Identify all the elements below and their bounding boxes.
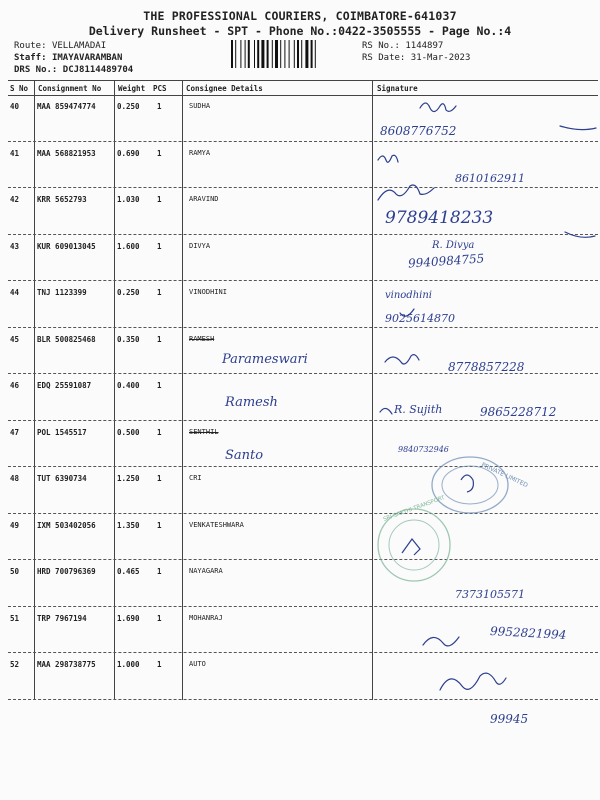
barcode-bar bbox=[240, 40, 241, 68]
row-weight: 1.690 bbox=[117, 613, 140, 623]
row-consignee: AUTO bbox=[189, 660, 206, 668]
row-sno: 48 bbox=[10, 474, 20, 483]
barcode-bar bbox=[301, 40, 302, 68]
row-divider bbox=[8, 280, 598, 281]
barcode-bar bbox=[248, 40, 250, 68]
row-consignee: MOHANRAJ bbox=[189, 613, 223, 622]
table-top-rule bbox=[8, 80, 598, 81]
row-pcs: 1 bbox=[157, 520, 162, 530]
route-value: VELLAMADAI bbox=[51, 41, 107, 51]
rs-no-label: RS No.: bbox=[362, 41, 400, 51]
row-consignee: SUDHA bbox=[189, 102, 211, 110]
row-sno: 47 bbox=[10, 427, 20, 437]
handwritten-phone-row-41: 8610162911 bbox=[455, 172, 525, 185]
row-divider bbox=[8, 606, 598, 607]
row-consignment-no: MAA 568821953 bbox=[37, 148, 96, 158]
row-sno: 49 bbox=[10, 520, 20, 530]
col-head-consignee: Consignee Details bbox=[186, 84, 263, 93]
row-divider bbox=[8, 559, 598, 560]
handwritten-phone-row-44: 9025614870 bbox=[385, 312, 455, 325]
row-sno: 42 bbox=[10, 195, 20, 204]
signature-row-51 bbox=[423, 637, 459, 646]
handwritten-phone-row-52: 99945 bbox=[490, 712, 529, 726]
row-consignment-no: KUR 609013045 bbox=[37, 241, 96, 251]
barcode-bar bbox=[254, 40, 255, 68]
barcode-bar bbox=[297, 40, 299, 68]
barcode-bar bbox=[315, 40, 316, 68]
row-pcs: 1 bbox=[157, 148, 162, 158]
row-weight: 1.000 bbox=[117, 660, 140, 669]
row-pcs: 1 bbox=[157, 334, 162, 344]
signature-row-40 bbox=[420, 103, 456, 112]
row-pcs: 1 bbox=[157, 567, 162, 576]
handwritten-phone-row-50: 7373105571 bbox=[455, 588, 525, 601]
barcode-bar bbox=[231, 40, 233, 68]
row-consignee: ARAVIND bbox=[189, 195, 219, 203]
row-sno: 45 bbox=[10, 334, 20, 344]
row-pcs: 1 bbox=[157, 288, 162, 297]
col-head-weight: Weight bbox=[118, 84, 146, 93]
handwritten-phone-row-46: 8778857228 bbox=[448, 360, 525, 374]
handwritten-name-row-44: vinodhini bbox=[385, 290, 432, 301]
row-consignment-no: MAA 859474774 bbox=[37, 102, 96, 111]
staff-value: IMAYAVARAMBAN bbox=[51, 53, 123, 63]
row-consignment-no: TUT 6390734 bbox=[37, 474, 87, 483]
row-sno: 43 bbox=[10, 241, 20, 251]
row-consignee: DIVYA bbox=[189, 241, 211, 250]
barcode-bar bbox=[267, 40, 269, 68]
row-pcs: 1 bbox=[157, 613, 162, 623]
handwritten-name-row-46: Ramesh bbox=[225, 395, 278, 410]
barcode-bar bbox=[257, 40, 259, 68]
staff-label: Staff: bbox=[14, 53, 47, 63]
row-consignee: VENKATESHWARA bbox=[189, 520, 244, 529]
handwritten-phone-row-51: 9952821994 bbox=[489, 624, 567, 642]
row-sno: 50 bbox=[10, 567, 20, 576]
signature-row-46 bbox=[385, 355, 419, 364]
row-divider bbox=[8, 327, 598, 328]
row-weight: 0.250 bbox=[117, 102, 140, 111]
col-head-signature: Signature bbox=[377, 84, 418, 93]
row-consignment-no: KRR 5652793 bbox=[37, 195, 87, 204]
row-pcs: 1 bbox=[157, 195, 162, 204]
pen-stroke bbox=[560, 126, 596, 130]
row-weight: 0.465 bbox=[117, 567, 140, 576]
row-weight: 0.350 bbox=[117, 334, 140, 344]
row-weight: 0.500 bbox=[117, 427, 140, 437]
row-sno: 51 bbox=[10, 613, 20, 623]
row-divider bbox=[8, 234, 598, 235]
drs-value: DCJ8114489704 bbox=[62, 65, 134, 75]
row-consignee: CRI bbox=[189, 474, 202, 482]
row-weight: 1.030 bbox=[117, 195, 140, 204]
row-consignee: RAMYA bbox=[189, 148, 211, 157]
col-head-sno: S No bbox=[10, 84, 29, 93]
col-divider bbox=[114, 80, 115, 700]
row-weight: 0.400 bbox=[117, 381, 140, 390]
col-head-pcs: PCS bbox=[153, 84, 167, 93]
row-weight: 0.250 bbox=[117, 288, 140, 297]
row-divider bbox=[8, 141, 598, 142]
handwritten-phone-row-43: 9940984755 bbox=[407, 251, 485, 271]
row-divider bbox=[8, 420, 598, 421]
col-divider bbox=[372, 80, 373, 700]
row-consignment-no: POL 1545517 bbox=[37, 427, 87, 437]
barcode-bar bbox=[235, 40, 236, 68]
table-header-rule bbox=[8, 95, 598, 96]
row-consignee: RAMESH bbox=[189, 334, 215, 343]
handwritten-name-row-45: Parameswari bbox=[222, 352, 308, 367]
row-pcs: 1 bbox=[157, 241, 162, 251]
stamp-text: SRI SAKTHI TRANSPORT bbox=[382, 495, 446, 523]
row-sno: 44 bbox=[10, 288, 20, 297]
row-consignee: VINODHINI bbox=[189, 288, 227, 296]
barcode-bar bbox=[261, 40, 264, 68]
signature-row-47 bbox=[380, 408, 392, 414]
row-consignee: NAYAGARA bbox=[189, 567, 223, 575]
row-pcs: 1 bbox=[157, 660, 162, 669]
handwritten-phone-row-48: 9840732946 bbox=[398, 445, 449, 454]
row-pcs: 1 bbox=[157, 474, 162, 483]
runsheet-title: Delivery Runsheet - SPT - Phone No.:0422-3505555 - Page No.:4 bbox=[88, 24, 512, 38]
barcode-bar bbox=[280, 40, 281, 68]
drs-label: DRS No.: bbox=[14, 65, 58, 75]
row-consignment-no: MAA 298738775 bbox=[37, 660, 96, 669]
signature-row-52 bbox=[440, 673, 506, 690]
meta-left bbox=[14, 40, 133, 76]
row-consignment-no: HRD 700796369 bbox=[37, 567, 96, 576]
company-title: THE PROFESSIONAL COURIERS, COIMBATORE-641037 bbox=[143, 9, 457, 23]
barcode-bar bbox=[294, 40, 295, 68]
route-label: Route: bbox=[14, 41, 47, 51]
row-consignment-no: IXM 503402056 bbox=[37, 520, 96, 530]
row-sno: 40 bbox=[10, 102, 20, 111]
col-divider bbox=[182, 80, 183, 700]
col-head-consignment: Consignment No bbox=[38, 84, 102, 93]
handwritten-phone-row-47: 9865228712 bbox=[480, 405, 557, 419]
barcode-bar bbox=[272, 40, 273, 68]
row-weight: 1.250 bbox=[117, 474, 140, 483]
handwritten-phone-row-40: 8608776752 bbox=[380, 124, 457, 138]
barcode-bar bbox=[311, 40, 313, 68]
row-weight: 1.350 bbox=[117, 520, 140, 530]
row-consignment-no: BLR 500825468 bbox=[37, 334, 96, 344]
handwritten-name-row-48: Santo bbox=[225, 448, 264, 463]
stamp-text: PRIVATE LIMITED bbox=[480, 461, 529, 490]
signature-row-41 bbox=[378, 155, 398, 162]
row-divider bbox=[8, 652, 598, 653]
row-sno: 46 bbox=[10, 381, 20, 390]
barcode-bar bbox=[305, 40, 308, 68]
handwritten-phone-row-42: 9789418233 bbox=[385, 208, 494, 228]
row-sno: 41 bbox=[10, 148, 20, 158]
handwritten-name-row-43: R. Divya bbox=[432, 240, 475, 251]
row-sno: 52 bbox=[10, 660, 20, 669]
rs-date-label: RS Date: bbox=[362, 53, 406, 63]
row-pcs: 1 bbox=[157, 427, 162, 437]
barcode-image bbox=[230, 40, 355, 68]
handwritten-sig-row-47: R. Sujith bbox=[394, 403, 443, 416]
rs-date-value: 31-Mar-2023 bbox=[410, 53, 471, 63]
transport-stamp bbox=[372, 495, 458, 585]
barcode-bar bbox=[275, 40, 278, 68]
row-weight: 1.600 bbox=[117, 241, 140, 251]
row-consignee: SENTHIL bbox=[189, 427, 219, 436]
row-pcs: 1 bbox=[157, 381, 162, 390]
row-pcs: 1 bbox=[157, 102, 162, 111]
row-consignment-no: TRP 7967194 bbox=[37, 613, 87, 623]
row-divider bbox=[8, 187, 598, 188]
barcode-bar bbox=[245, 40, 246, 68]
rs-no-value: 1144897 bbox=[405, 41, 444, 51]
row-weight: 0.690 bbox=[117, 148, 140, 158]
row-consignment-no: EDQ 25591087 bbox=[37, 381, 92, 390]
col-divider bbox=[34, 80, 35, 700]
barcode-bar bbox=[284, 40, 285, 68]
row-divider bbox=[8, 699, 598, 700]
barcode-bar bbox=[289, 40, 290, 68]
row-consignment-no: TNJ 1123399 bbox=[37, 288, 87, 297]
meta-right bbox=[362, 40, 470, 64]
